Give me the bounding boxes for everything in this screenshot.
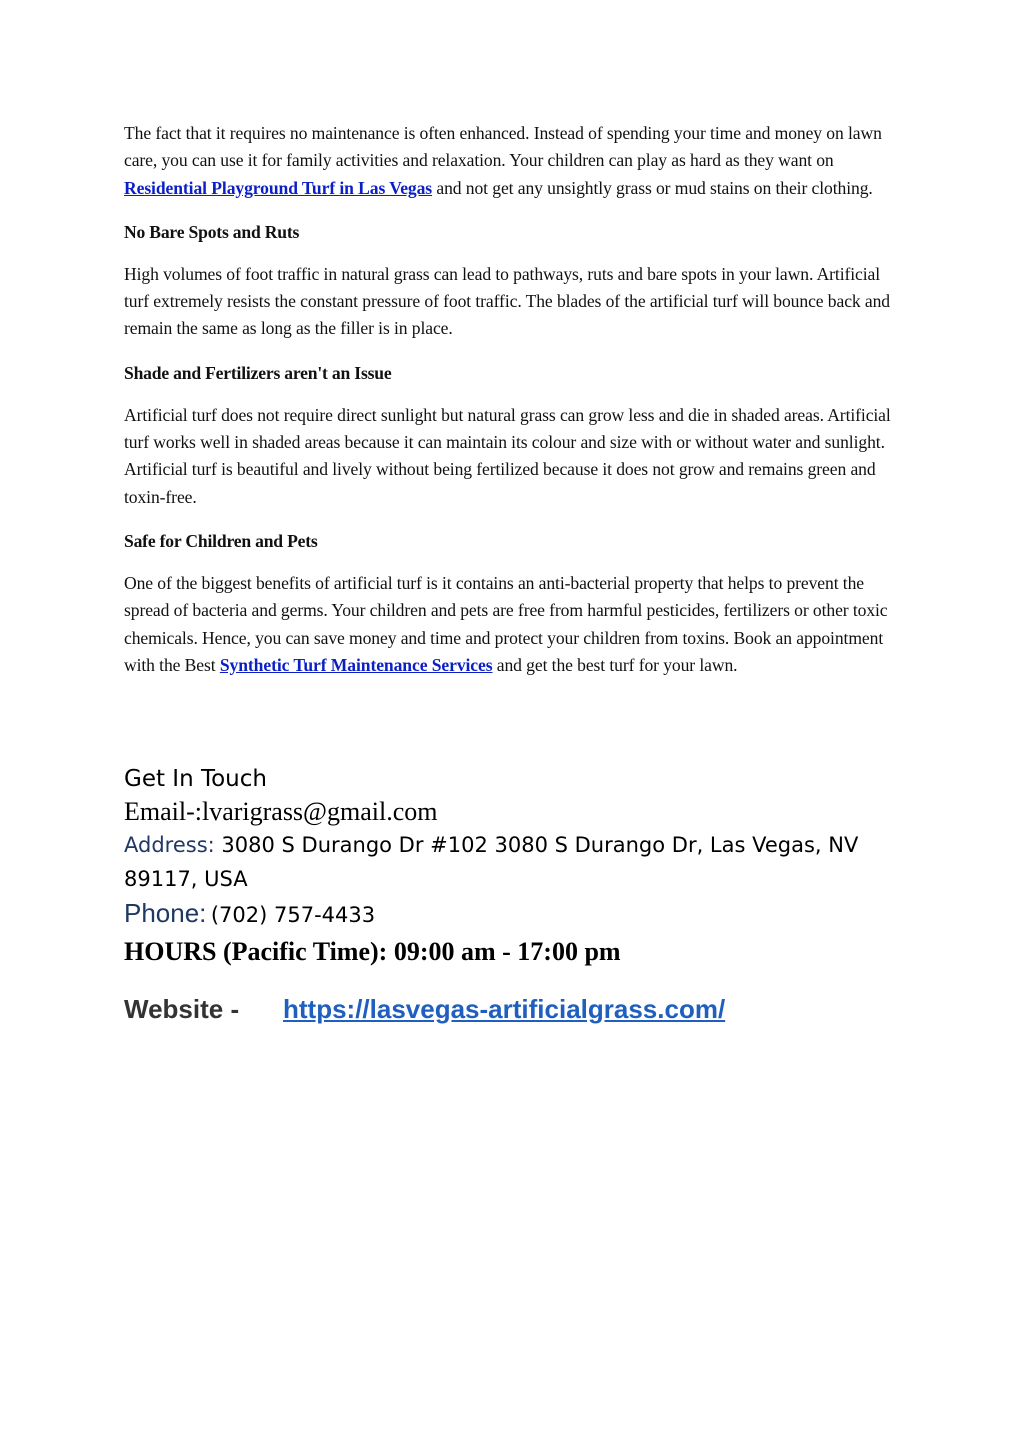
address-value: 3080 S Durango Dr #102 3080 S Durango Dr, Las Vegas, NV 89117, USA bbox=[124, 833, 859, 891]
contact-email: Email-:lvarigrass@gmail.com bbox=[124, 797, 438, 826]
paragraph-text: One of the biggest benefits of artificial turf is it contains an anti-bacterial property that helps to prevent the spread of bacteria and germs. Your children and pets are free from harmful pesticides, fertilizers or other toxic chemicals. Hence, you can save money and time and protect your children from toxins. Book an appointment with the Best bbox=[124, 572, 888, 675]
contact-title: Get In Touch bbox=[124, 766, 267, 792]
paragraph-safe bbox=[124, 570, 899, 679]
website-link[interactable]: https://lasvegas-artificialgrass.com/ bbox=[283, 994, 726, 1024]
contact-phone bbox=[124, 896, 924, 935]
paragraph-text: and not get any unsightly grass or mud stains on their clothing. bbox=[432, 177, 873, 198]
paragraph-text: and get the best turf for your lawn. bbox=[492, 654, 738, 675]
paragraph-maintenance bbox=[124, 120, 899, 202]
website-line bbox=[124, 992, 725, 1026]
heading-shade: Shade and Fertilizers aren't an Issue bbox=[124, 362, 392, 383]
contact-hours: HOURS (Pacific Time): 09:00 am - 17:00 pm bbox=[124, 937, 621, 966]
article-body bbox=[124, 120, 899, 696]
residential-playground-turf-link[interactable]: Residential Playground Turf in Las Vegas bbox=[124, 177, 433, 198]
phone-value: (702) 757-4433 bbox=[210, 903, 376, 927]
synthetic-turf-maintenance-link[interactable]: Synthetic Turf Maintenance Services bbox=[219, 654, 493, 675]
phone-label: Phone: bbox=[124, 898, 207, 928]
contact-address bbox=[124, 828, 924, 896]
heading-bare-spots: No Bare Spots and Ruts bbox=[124, 221, 300, 242]
paragraph-bare-spots: High volumes of foot traffic in natural grass can lead to pathways, ruts and bare spots in your lawn. Artificial turf extremely resists the constant pressure of foot traffic. The blades of the artificial turf will bounce back and remain the same as long as the filler is in place. bbox=[124, 263, 891, 339]
heading-safe: Safe for Children and Pets bbox=[124, 530, 318, 551]
website-label: Website - bbox=[124, 994, 240, 1024]
paragraph-text: The fact that it requires no maintenance is often enhanced. Instead of spending your time and money on lawn care, you can use it for family activities and relaxation. Your children can play as hard as they want on bbox=[124, 123, 882, 171]
contact-section bbox=[124, 762, 924, 969]
paragraph-shade: Artificial turf does not require direct sunlight but natural grass can grow less and die in shaded areas. Artificial turf works well in shaded areas because it can maintain its colour and size with or without water and sunlight. Artificial turf is beautiful and lively without being fertilized because it does not grow and remains green and toxin-free. bbox=[124, 404, 891, 507]
address-label: Address: bbox=[124, 833, 215, 857]
